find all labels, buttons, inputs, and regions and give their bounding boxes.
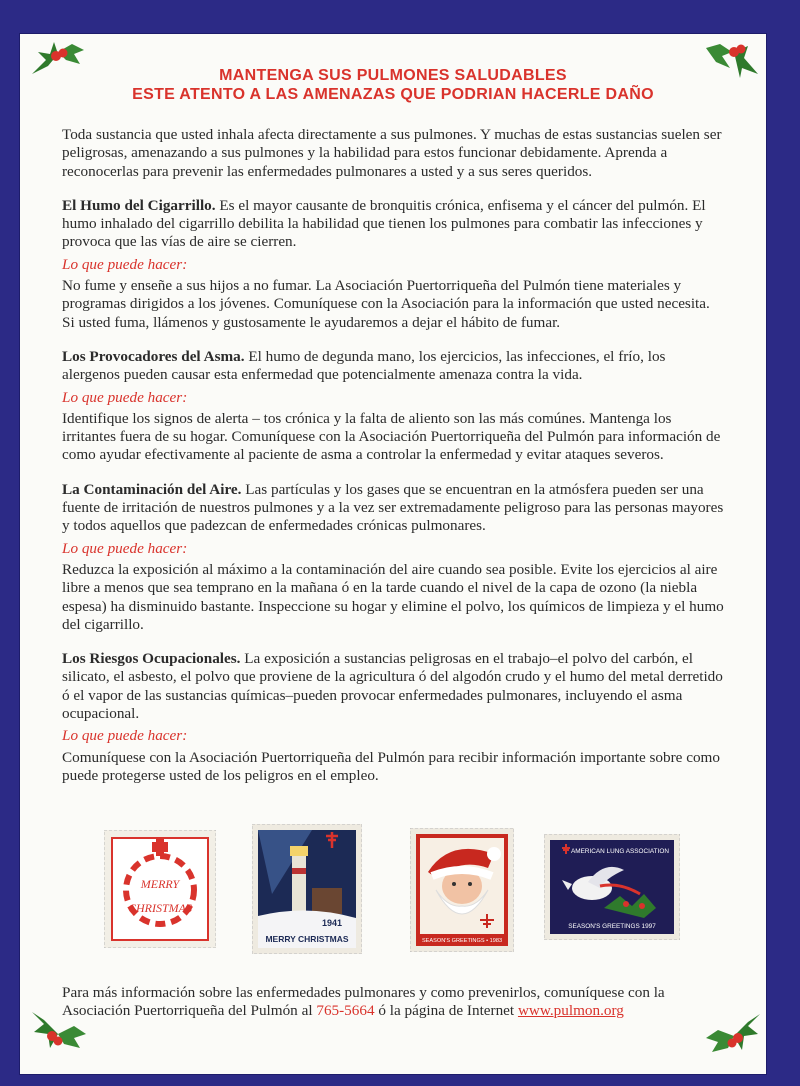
section-title: El Humo del Cigarrillo.	[62, 196, 216, 214]
title-line-1: MANTENGA SUS PULMONES SALUDABLES	[219, 67, 567, 84]
stamp-caption: MERRY CHRISTMAS	[265, 934, 349, 944]
contact-footer	[62, 984, 726, 1021]
section-asthma	[62, 348, 726, 465]
section-action: No fume y enseñe a sus hijos a no fumar. La Asociación Puertorriqueña del Pulmón tiene materiales y programas dirigidos a los jóvenes. Comuníquese con la Asociación para la información que usted necesita. Si usted fuma, llámenos y gustosamente le ayudaremos a dejar el hábito de fumar.	[62, 277, 710, 331]
section-air-pollution	[62, 481, 726, 634]
section-action: Reduzca la exposición al máximo a la contaminación del aire cuando sea posible. Evite los ejercicios al aire libre a menos que sea temprano en la mañana ó en la tarde cuando el nivel de la capa de ozono (la niebla espesa) ha disminuido bastante. Inspeccione su hogar y elimine el polvo, los químicos de limpieza y el humo del cigarrillo.	[62, 560, 724, 633]
page-title	[20, 66, 766, 104]
section-body: La exposición a sustancias peligrosas en el trabajo–el polvo del carbón, el silicato, el asbesto, el polvo que proviene de la agricultura ó del algodón crudo y el humo del metal derretido ó el vapor de las sustancias químicas–pueden provocar enfermedades pulmonares, incluyendo el asma ocupacional.	[62, 650, 723, 723]
stamp-text: MERRY	[140, 877, 180, 891]
stamp-text: CHRISTMAS	[128, 901, 192, 915]
title-line-2: ESTE ATENTO A LAS AMENAZAS QUE PODRIAN HACERLE DAÑO	[132, 86, 654, 103]
merry-christmas-stamp	[104, 830, 216, 948]
stamp-caption: SEASON'S GREETINGS 1997	[568, 923, 656, 930]
phone-number: 765-5664	[316, 1002, 375, 1020]
section-text	[62, 650, 726, 723]
what-to-do-label: Lo que puede hacer:	[62, 539, 188, 557]
website-link[interactable]: www.pulmon.org	[517, 1002, 624, 1020]
dove-stamp	[544, 834, 680, 940]
article-body	[62, 126, 726, 801]
section-action: Identifique los signos de alerta – tos crónica y la falta de aliento son las más comúnes. Mantenga los irritantes fuera de su hogar. Comuníquese con la Asociación Puertorriqueña del Pulmón para información de como ayudar efectivamente al paciente de asma a controlar la enfermedad y evitar ataques severos.	[62, 409, 721, 464]
what-to-do-label: Lo que puede hacer:	[62, 727, 188, 745]
section-occupational	[62, 650, 726, 785]
section-text	[62, 197, 726, 252]
section-action: Comuníquese con la Asociación Puertorriqueña del Pulmón para recibir información importante sobre como puede protegerse usted de los peligros en el empleo.	[62, 748, 720, 784]
what-to-do-label: Lo que puede hacer:	[62, 388, 188, 406]
santa-stamp	[410, 828, 514, 952]
section-title: La Contaminación del Aire.	[62, 480, 242, 498]
what-to-do-label: Lo que puede hacer:	[62, 255, 188, 273]
stamp-year: 1941	[321, 918, 343, 928]
stamp-top-text: AMERICAN LUNG ASSOCIATION	[571, 848, 669, 855]
footer-text-middle: ó la página de Internet	[374, 1002, 518, 1020]
section-body: Es el mayor causante de bronquitis crónica, enfisema y el cáncer del pulmón. El humo inhalado del cigarrillo debilita la habilidad que tienen los pulmones para combatir las infecciones y provoca que las vías de aire se cierren.	[62, 196, 706, 251]
christmas-seals	[20, 824, 766, 964]
section-title: Los Provocadores del Asma.	[62, 347, 245, 365]
section-text	[62, 481, 726, 536]
intro-paragraph: Toda sustancia que usted inhala afecta directamente a sus pulmones. Y muchas de estas sustancias suelen ser peligrosas, amenazando a sus pulmones y la habilidad para estos funcionar debidamente. Aprenda a reconocerlas para prevenir las enfermedades pulmonares a usted y a sus seres queridos.	[62, 126, 722, 180]
section-body: Las partículas y los gases que se encuentran en la atmósfera pueden ser una fuente de irritación de nuestros pulmones y a la vez ser extremadamente peligroso para las personas mayores y todos aquellos que padezcan de enfermedades crónicas pulmonares.	[62, 480, 724, 535]
lighthouse-stamp	[252, 824, 362, 954]
section-title: Los Riesgos Ocupacionales.	[62, 650, 241, 668]
flyer-page	[20, 34, 766, 1074]
section-smoking	[62, 197, 726, 332]
section-body: El humo de degunda mano, los ejercicios, las infecciones, el frío, los alergenos pueden causar esta enfermedad que potencialmente amenaza contra la vida.	[62, 347, 666, 384]
footer-text: Para más información sobre las enfermedades pulmonares y como prevenirlos, comuníquese con la Asociación Puertorriqueña del Pulmón al	[62, 984, 665, 1020]
section-text	[62, 348, 726, 385]
stamp-caption: SEASON'S GREETINGS • 1983	[421, 938, 503, 944]
